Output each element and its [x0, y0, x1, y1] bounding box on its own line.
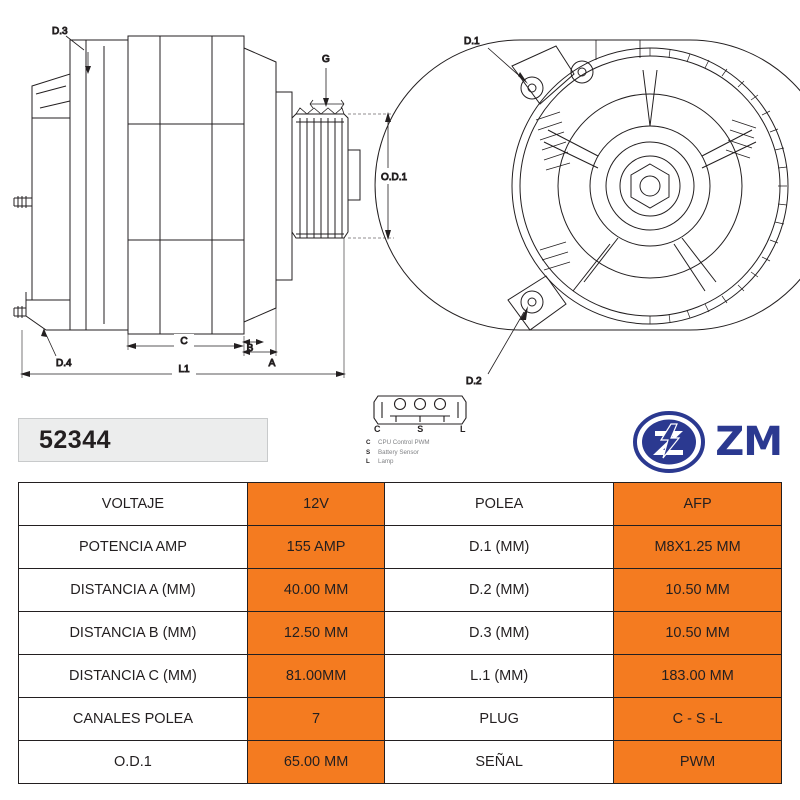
spec-value: AFP: [614, 483, 782, 526]
spec-label: D.2 (MM): [385, 569, 614, 612]
svg-text:G: G: [322, 54, 330, 65]
spec-value: 12.50 MM: [247, 612, 384, 655]
pin-s: S: [417, 424, 424, 434]
spec-label: DISTANCIA A (MM): [19, 569, 248, 612]
brand-logo: [633, 410, 782, 474]
spec-label: D.3 (MM): [385, 612, 614, 655]
spec-value: 155 AMP: [247, 526, 384, 569]
table-row: [19, 526, 782, 569]
spec-label: PLUG: [385, 698, 614, 741]
table-row: [19, 483, 782, 526]
pin-l: L: [459, 424, 466, 434]
legend-row: [366, 457, 430, 467]
spec-value: 65.00 MM: [247, 741, 384, 784]
spec-value: M8X1.25 MM: [614, 526, 782, 569]
legend-desc: Battery Sensor: [378, 448, 419, 456]
legend-desc: Lamp: [378, 458, 394, 466]
legend-key: L: [366, 458, 370, 466]
spec-label: DISTANCIA C (MM): [19, 655, 248, 698]
spec-value: 10.50 MM: [614, 612, 782, 655]
legend-row: [366, 438, 430, 448]
connector-legend: [360, 388, 480, 478]
svg-text:L1: L1: [178, 364, 190, 375]
part-number-box: [18, 418, 268, 462]
legend-desc: CPU Control PWM: [378, 439, 430, 446]
pin-c: C: [374, 424, 381, 434]
spec-label: O.D.1: [19, 741, 248, 784]
svg-text:B: B: [246, 343, 254, 354]
spec-value: 81.00MM: [247, 655, 384, 698]
table-row: [19, 655, 782, 698]
table-row: [19, 741, 782, 784]
connector-pin-labels: [374, 424, 466, 434]
specifications-table: [18, 482, 782, 784]
spec-label: L.1 (MM): [385, 655, 614, 698]
spec-label: VOLTAJE: [19, 483, 248, 526]
table-row: [19, 612, 782, 655]
spec-value: 183.00 MM: [614, 655, 782, 698]
svg-text:D.1: D.1: [464, 36, 480, 47]
legend-row: [366, 448, 430, 458]
identification-band: [0, 400, 800, 480]
spec-label: CANALES POLEA: [19, 698, 248, 741]
table-row: [19, 698, 782, 741]
table-row: [19, 569, 782, 612]
svg-text:O.D.1: O.D.1: [380, 172, 408, 183]
brand-wordmark: ZM: [715, 419, 782, 465]
zm-emblem-icon: [633, 410, 705, 474]
svg-text:C: C: [180, 336, 188, 347]
spec-value: 7: [247, 698, 384, 741]
spec-value: C - S -L: [614, 698, 782, 741]
spec-value: 40.00 MM: [247, 569, 384, 612]
spec-value: PWM: [614, 741, 782, 784]
spec-value: 12V: [247, 483, 384, 526]
spec-value: 10.50 MM: [614, 569, 782, 612]
legend-key: S: [366, 448, 371, 456]
svg-text:D.4: D.4: [56, 358, 72, 369]
svg-text:A: A: [268, 358, 276, 369]
svg-text:D.3: D.3: [52, 26, 68, 37]
spec-label: POLEA: [385, 483, 614, 526]
spec-label: DISTANCIA B (MM): [19, 612, 248, 655]
svg-text:D.2: D.2: [466, 376, 482, 387]
spec-label: D.1 (MM): [385, 526, 614, 569]
legend-key: C: [366, 439, 371, 446]
spec-label: SEÑAL: [385, 741, 614, 784]
spec-label: POTENCIA AMP: [19, 526, 248, 569]
pin-function-legend: [366, 438, 430, 467]
part-number: 52344: [39, 425, 112, 454]
